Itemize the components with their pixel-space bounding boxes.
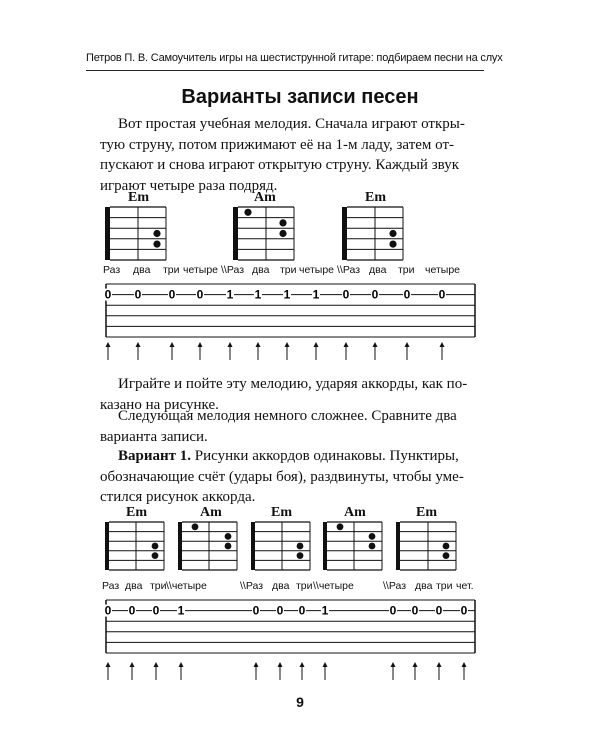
chord-diagram-em xyxy=(251,522,310,570)
paragraph-2-line: казано на рисунке. xyxy=(100,396,219,413)
chord-name: Em xyxy=(128,190,149,205)
running-header: Петров П. В. Самоучитель игры на шестиструнной гитаре: подбираем песни на слух xyxy=(86,52,503,64)
beat-arrow-icon xyxy=(106,662,111,667)
count-label: \\четыре xyxy=(166,580,207,592)
tab-number: 0 xyxy=(403,287,411,302)
paragraph-3-line: Следующая мелодия немного сложнее. Сравните два xyxy=(118,408,457,424)
tab-staff-2 xyxy=(106,600,475,653)
tab-number: 1 xyxy=(226,287,234,302)
beat-arrow-icon xyxy=(323,662,328,667)
count-label: два xyxy=(252,264,270,276)
chord-name: Em xyxy=(365,190,386,205)
count-label: три xyxy=(398,264,415,276)
tab-number: 1 xyxy=(312,287,320,302)
count-label: чет. xyxy=(456,580,474,592)
count-label: два xyxy=(369,264,387,276)
beat-lines-1 xyxy=(106,342,445,360)
tab-number: 0 xyxy=(196,287,204,302)
beat-arrow-icon xyxy=(106,342,111,347)
tab-number: 1 xyxy=(321,603,329,618)
count-label: три xyxy=(280,264,297,276)
count-label: \\Раз xyxy=(337,264,361,276)
beat-arrow-icon xyxy=(344,342,349,347)
chord-diagram-em xyxy=(105,522,164,570)
count-label: четыре xyxy=(425,264,460,276)
chord-name: Em xyxy=(271,505,292,520)
chord-diagram-em xyxy=(396,522,456,570)
variant-1-line: стился рисунок аккорда. xyxy=(100,489,256,505)
tab-number: 0 xyxy=(411,603,419,618)
beat-arrow-icon xyxy=(300,662,305,667)
beat-arrow-icon xyxy=(228,342,233,347)
page-number: 9 xyxy=(296,694,304,710)
variant-1-label: Вариант 1. xyxy=(118,448,192,464)
tab-number: 0 xyxy=(152,603,160,618)
beat-arrow-icon xyxy=(170,342,175,347)
tab-number: 1 xyxy=(254,287,262,302)
tab-number: 1 xyxy=(177,603,185,618)
count-label: четыре xyxy=(299,264,334,276)
count-label: два xyxy=(415,580,433,592)
beat-arrow-icon xyxy=(254,662,259,667)
intro-line: тую струну, потом прижимают её на 1-м ладу, затем от- xyxy=(100,136,455,153)
beat-arrow-icon xyxy=(198,342,203,347)
chord-diagram-am xyxy=(178,522,237,570)
beat-arrow-icon xyxy=(413,662,418,667)
beat-arrow-icon xyxy=(405,342,410,347)
beat-arrow-icon xyxy=(278,662,283,667)
tab-number: 0 xyxy=(298,603,306,618)
beat-lines-2 xyxy=(106,662,467,680)
count-label: \\Раз xyxy=(383,580,407,592)
tab-number: 0 xyxy=(104,603,112,618)
beat-arrow-icon xyxy=(391,662,396,667)
chord-name: Am xyxy=(344,505,366,520)
tab-number: 0 xyxy=(460,603,468,618)
tab-number: 0 xyxy=(168,287,176,302)
paragraph-3-line: варианта записи. xyxy=(100,428,208,445)
paragraph-2-line: Играйте и пойте эту мелодию, ударяя аккорды, как по- xyxy=(118,376,468,392)
count-label: Раз xyxy=(102,580,120,592)
count-label: три xyxy=(163,264,180,276)
count-label: три xyxy=(436,580,453,592)
count-label: \\Раз xyxy=(221,264,245,276)
beat-arrow-icon xyxy=(462,662,467,667)
count-label: три xyxy=(150,580,167,592)
beat-arrow-icon xyxy=(154,662,159,667)
intro-line: пускают и снова играют открытую струну. Каждый звук xyxy=(100,157,459,173)
chord-diagram-em xyxy=(342,207,403,260)
count-label: два xyxy=(133,264,151,276)
chord-diagram-em xyxy=(105,207,166,260)
tab-number: 0 xyxy=(389,603,397,618)
count-label: \\Раз xyxy=(240,580,264,592)
beat-arrow-icon xyxy=(130,662,135,667)
tab-number: 0 xyxy=(371,287,379,302)
tab-number: 0 xyxy=(276,603,284,618)
tab-number: 0 xyxy=(104,287,112,302)
beat-arrow-icon xyxy=(256,342,261,347)
tab-number: 0 xyxy=(342,287,350,302)
tab-number: 0 xyxy=(128,603,136,618)
beat-arrow-icon xyxy=(179,662,184,667)
chord-diagram-am xyxy=(233,207,294,260)
tab-number: 0 xyxy=(252,603,260,618)
beat-arrow-icon xyxy=(440,342,445,347)
tab-number: 0 xyxy=(438,287,446,302)
chord-diagram-am xyxy=(323,522,382,570)
chord-name: Em xyxy=(126,505,147,520)
count-label: \\четыре xyxy=(313,580,354,592)
count-label: четыре xyxy=(183,264,218,276)
count-label: три xyxy=(296,580,313,592)
count-label: два xyxy=(272,580,290,592)
beat-arrow-icon xyxy=(314,342,319,347)
tab-number: 0 xyxy=(134,287,142,302)
beat-arrow-icon xyxy=(437,662,442,667)
beat-arrow-icon xyxy=(136,342,141,347)
variant-1-line: Вариант 1. Рисунки аккордов одинаковы. Пунктиры, xyxy=(118,448,459,464)
intro-line: Вот простая учебная мелодия. Сначала играют откры- xyxy=(118,116,465,132)
section-title: Варианты записи песен xyxy=(181,86,419,108)
chord-name: Am xyxy=(254,190,276,205)
chord-name: Em xyxy=(416,505,437,520)
beat-arrow-icon xyxy=(373,342,378,347)
count-label: Раз xyxy=(103,264,121,276)
tab-number: 0 xyxy=(435,603,443,618)
tab-number: 1 xyxy=(283,287,291,302)
variant-1-line: обозначающие счёт (удары боя), раздвинуты, чтобы уме- xyxy=(100,468,464,485)
intro-line: играют четыре раза подряд. xyxy=(100,177,278,194)
chord-name: Am xyxy=(200,505,222,520)
beat-arrow-icon xyxy=(285,342,290,347)
count-label: два xyxy=(125,580,143,592)
